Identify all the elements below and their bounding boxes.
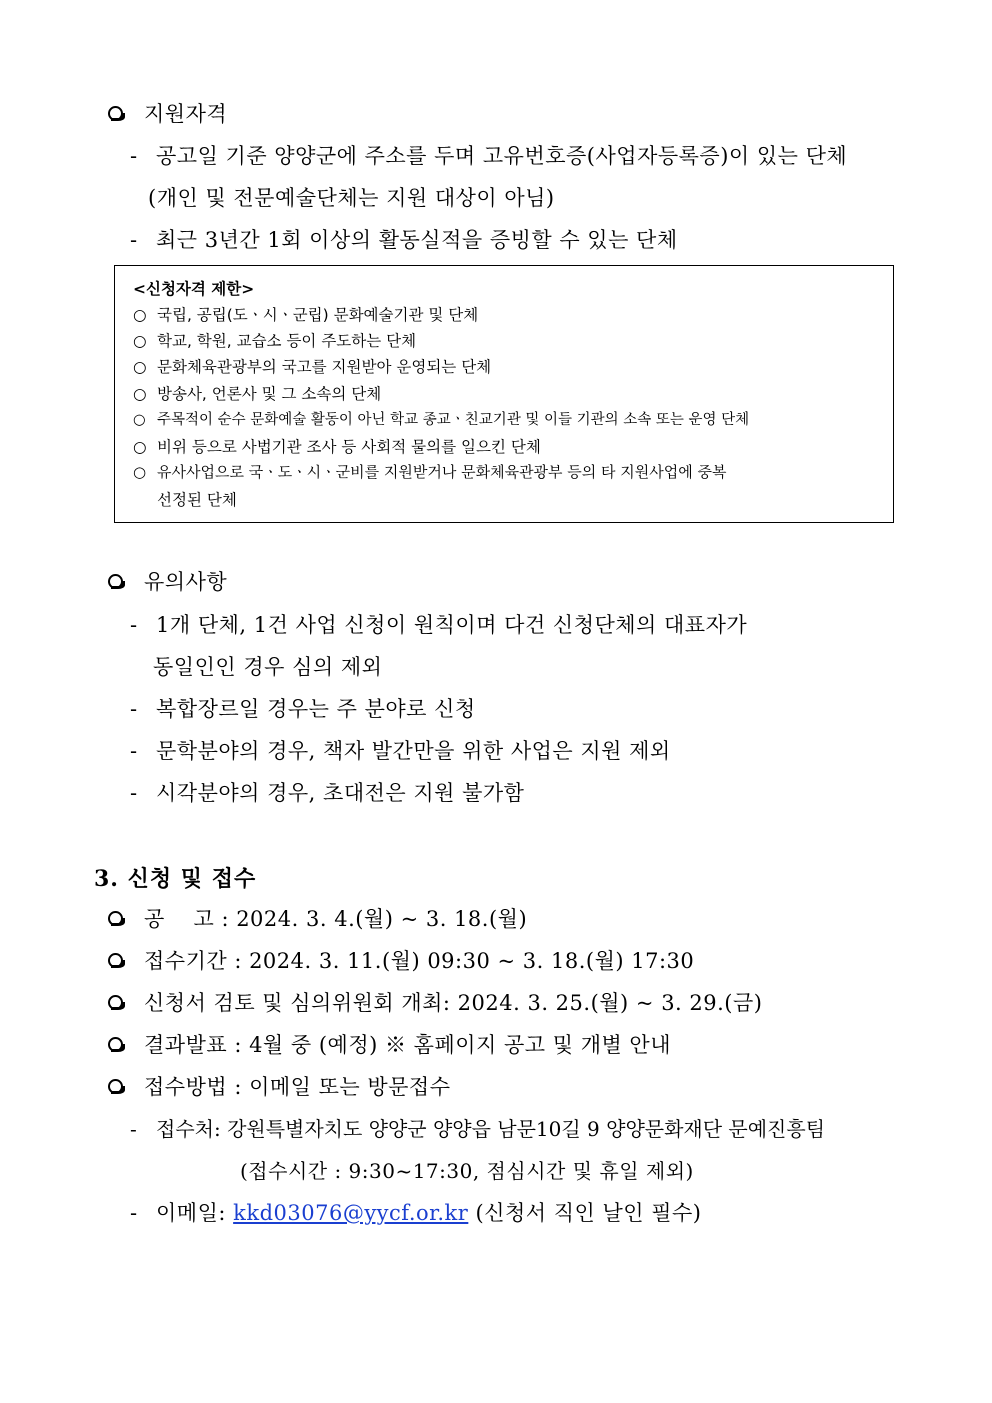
- restriction-title: <신청자격 제한>: [133, 280, 255, 298]
- circle-bullet-icon: [108, 1037, 123, 1052]
- list-item: 선정된 단체: [157, 491, 237, 509]
- circle-bullet-icon: [108, 106, 123, 121]
- email-row: - 이메일: kkd03076@yycf.or.kr (신청서 직인 날인 필수): [130, 1201, 702, 1225]
- list-item: ○ 주목적이 순수 문화예술 활동이 아닌 학교 종교ㆍ친교기관 및 이들 기관의 소속 또는 운영 단체: [133, 412, 750, 428]
- section-title: 3. 신청 및 접수: [94, 866, 257, 892]
- list-item: - 최근 3년간 1회 이상의 활동실적을 증빙할 수 있는 단체: [130, 228, 678, 252]
- circle-bullet-icon: [108, 911, 123, 926]
- reception-hours: (접수시간 : 9:30~17:30, 점심시간 및 휴일 제외): [240, 1159, 694, 1183]
- reception-address: - 접수처: 강원특별자치도 양양군 양양읍 남문10길 9 양양문화재단 문예진흥팀: [130, 1117, 826, 1141]
- list-item: - 시각분야의 경우, 초대전은 지원 불가함: [130, 781, 525, 805]
- list-item: - 공고일 기준 양양군에 주소를 두며 고유번호증(사업자등록증)이 있는 단체: [130, 144, 848, 168]
- schedule-row: 결과발표 : 4월 중 (예정) ※ 홈페이지 공고 및 개별 안내: [108, 1031, 671, 1059]
- list-item: ○ 유사사업으로 국ㆍ도ㆍ시ㆍ군비를 지원받거나 문화체육관광부 등의 타 지원사업에 중복: [133, 463, 727, 481]
- schedule-row: 접수방법 : 이메일 또는 방문접수: [108, 1073, 451, 1101]
- schedule-row: 접수기간 : 2024. 3. 11.(월) 09:30 ~ 3. 18.(월) 17:30: [108, 947, 694, 975]
- eligibility-heading: 지원자격: [108, 100, 227, 128]
- list-item: - 문학분야의 경우, 책자 발간만을 위한 사업은 지원 제외: [130, 739, 671, 763]
- schedule-row: 공 고 : 2024. 3. 4.(월) ~ 3. 18.(월): [108, 905, 527, 933]
- list-item: - 1개 단체, 1건 사업 신청이 원칙이며 다건 신청단체의 대표자가: [130, 613, 748, 637]
- circle-bullet-icon: [108, 1079, 123, 1094]
- list-item: (개인 및 전문예술단체는 지원 대상이 아님): [148, 186, 555, 210]
- circle-bullet-icon: [108, 953, 123, 968]
- notes-heading: 유의사항: [108, 568, 227, 596]
- list-item: 동일인인 경우 심의 제외: [153, 655, 383, 679]
- restriction-box: [114, 265, 894, 523]
- list-item: ○ 국립, 공립(도ㆍ시ㆍ군립) 문화예술기관 및 단체: [133, 306, 479, 324]
- list-item: ○ 방송사, 언론사 및 그 소속의 단체: [133, 385, 382, 403]
- list-item: ○ 비위 등으로 사법기관 조사 등 사회적 물의를 일으킨 단체: [133, 438, 541, 456]
- email-link[interactable]: kkd03076@yycf.or.kr: [233, 1201, 469, 1225]
- list-item: ○ 문화체육관광부의 국고를 지원받아 운영되는 단체: [133, 358, 492, 376]
- circle-bullet-icon: [108, 574, 123, 589]
- schedule-row: 신청서 검토 및 심의위원회 개최: 2024. 3. 25.(월) ~ 3. 29.(금): [108, 989, 762, 1017]
- circle-bullet-icon: [108, 995, 123, 1010]
- list-item: - 복합장르일 경우는 주 분야로 신청: [130, 697, 476, 721]
- list-item: ○ 학교, 학원, 교습소 등이 주도하는 단체: [133, 332, 417, 350]
